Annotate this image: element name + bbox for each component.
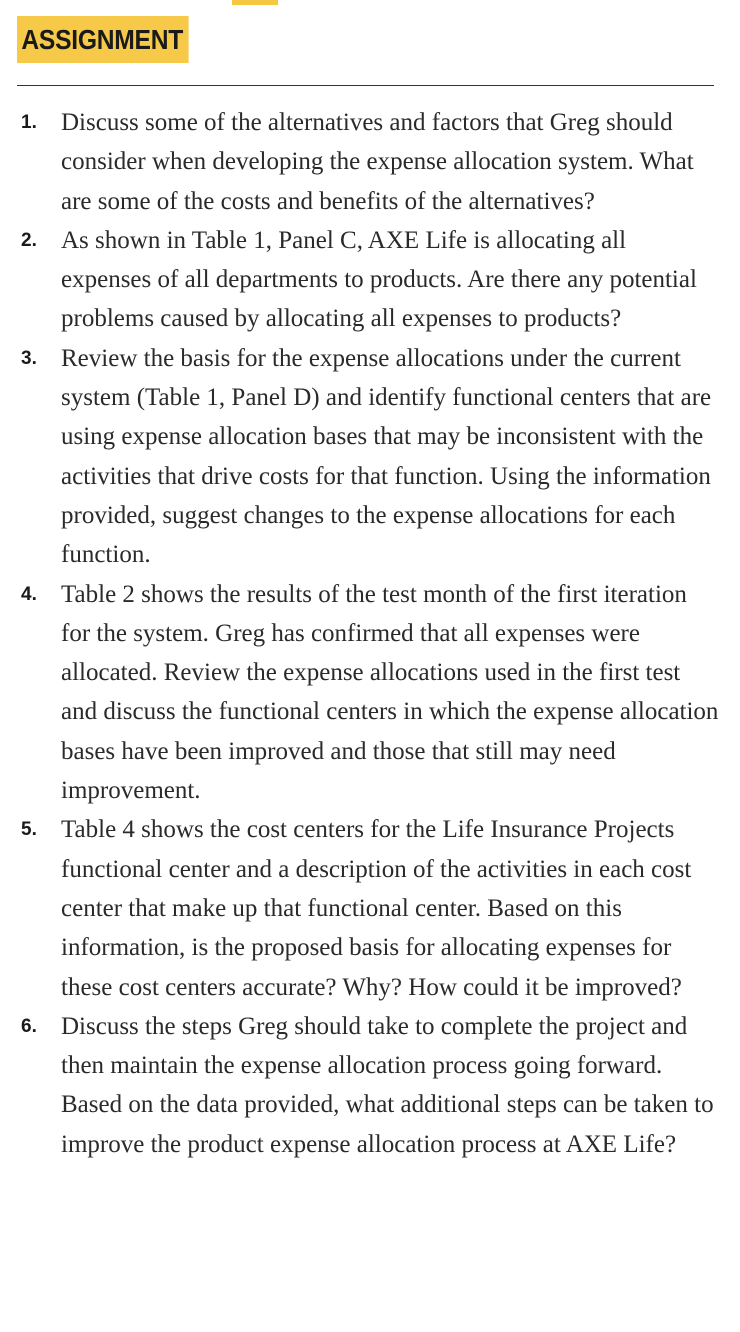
question-text: Table 2 shows the results of the test month of the first iteration for the system. Greg has confirmed that all expenses were allocated. Review the expense allocations used in the first test and discuss the functional centers in which the expense allocation bases have been improved and those that still may need improvement. bbox=[61, 580, 719, 805]
question-number: 1. bbox=[21, 112, 37, 133]
question-item bbox=[0, 221, 740, 339]
section-heading: ASSIGNMENT bbox=[17, 16, 188, 63]
question-item bbox=[0, 810, 740, 1006]
divider bbox=[17, 85, 714, 86]
question-item bbox=[0, 103, 740, 221]
question-item bbox=[0, 339, 740, 575]
question-text: Review the basis for the expense allocations under the current system (Table 1, Panel D) and identify functional centers that are using expense allocation bases that may be inconsistent with the activities that drive costs for that function. Using the information provided, suggest changes to the expense allocations for each function. bbox=[61, 344, 712, 569]
question-text: Discuss the steps Greg should take to complete the project and then maintain the expense allocation process going forward. Based on the data provided, what additional steps can be taken to improve the product expense allocation process at AXE Life? bbox=[61, 1012, 714, 1158]
question-number: 5. bbox=[21, 819, 37, 841]
question-item bbox=[0, 575, 740, 811]
header-tab-accent bbox=[232, 0, 278, 5]
question-number: 6. bbox=[21, 1015, 37, 1037]
question-list bbox=[0, 103, 740, 1164]
question-text: As shown in Table 1, Panel C, AXE Life is allocating all expenses of all departments to products. Are there any potential problems caused by allocating all expenses to products? bbox=[61, 226, 697, 333]
question-number: 3. bbox=[21, 347, 37, 369]
question-item bbox=[0, 1007, 740, 1164]
question-text: Discuss some of the alternatives and factors that Greg should consider when developing the expense allocation system. What are some of the costs and benefits of the alternatives? bbox=[61, 109, 694, 215]
question-number: 4. bbox=[21, 583, 37, 605]
question-number: 2. bbox=[21, 229, 37, 251]
question-text: Table 4 shows the cost centers for the Life Insurance Projects functional center and a description of the activities in each cost center that make up that functional center. Based on this information, is the proposed basis for allocating expenses for these cost centers accurate? Why? How could it be improved? bbox=[61, 816, 692, 1001]
